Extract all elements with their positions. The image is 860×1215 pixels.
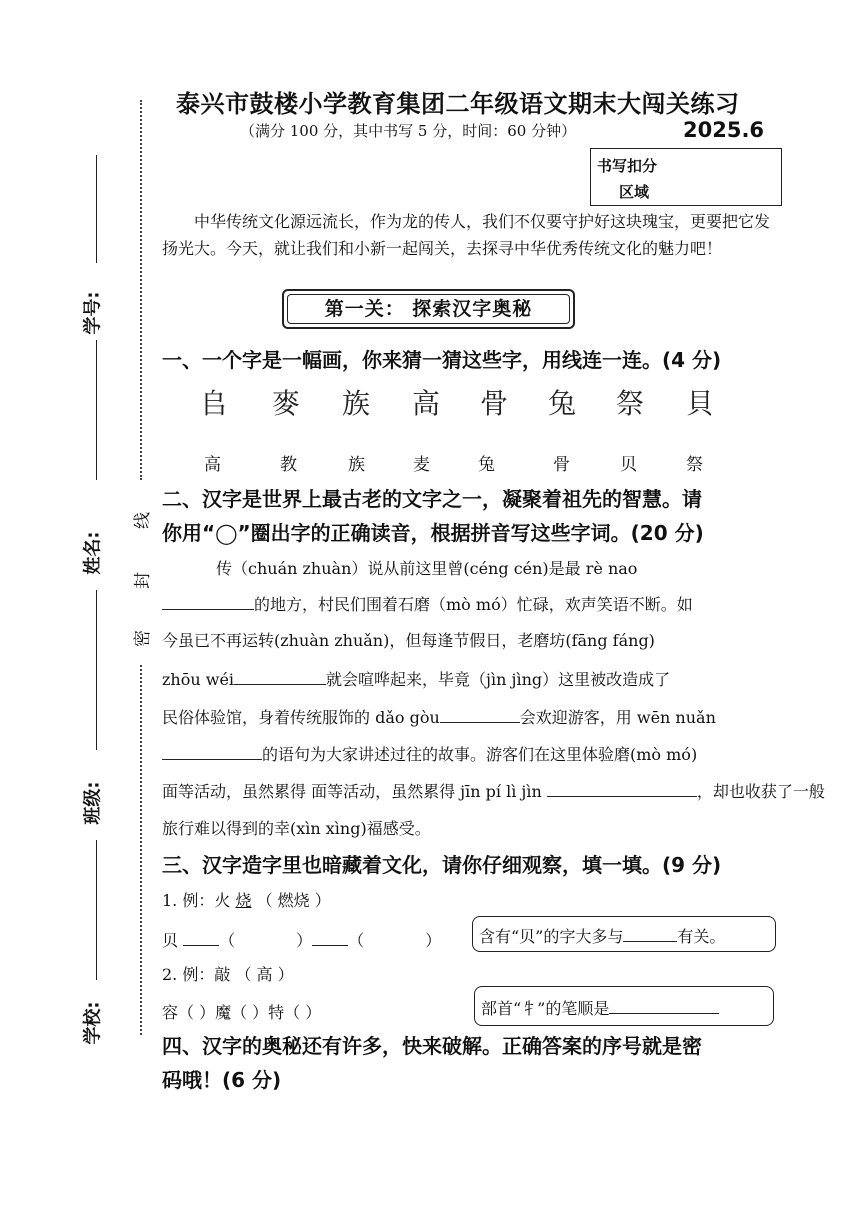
q2-line-3: 今虽已不再运转(zhuàn zhuǎn)，但每逢节假日，老磨坊(fāng fáng) — [162, 631, 655, 650]
answer-char-4: 麦 — [413, 455, 430, 475]
seal-dotted-line-bottom — [140, 665, 142, 1035]
answer-char-6: 骨 — [553, 455, 570, 475]
exam-date: 2025.6 — [683, 118, 765, 142]
hint-box-shell: 含有“贝”的字大多与 有关。 — [472, 916, 776, 952]
class-label: 班级: — [82, 781, 104, 825]
margin-line-2 — [96, 340, 97, 480]
section-banner — [282, 289, 575, 329]
q3-row-2: 容（ ）魔（ ）特（ ） — [162, 1003, 322, 1022]
margin-line-4 — [96, 840, 97, 980]
school-label: 学校: — [82, 1001, 104, 1045]
pictograph-5: 骨 — [480, 387, 509, 420]
deduction-label: 书写扣分 — [597, 157, 658, 175]
seal-char-seal: 封 — [133, 572, 153, 589]
question-2-title-line2: 你用“◯”圈出字的正确读音，根据拼音写这些字词。(20 分) — [162, 521, 704, 545]
pictograph-7: 祭 — [616, 387, 645, 420]
answer-blank[interactable] — [183, 929, 219, 946]
question-3-title: 三、汉字造字里也暗藏着文化，请你仔细观察，填一填。(9 分) — [162, 853, 722, 877]
margin-line-top — [96, 155, 97, 263]
section-banner-text: 第一关： 探索汉字奥秘 — [324, 298, 533, 320]
handwriting-deduction-box — [590, 148, 782, 206]
intro-paragraph: 中华传统文化源远流长，作为龙的传人，我们不仅要守护好这块瑰宝，更要把它发扬光大。今天，就让我们和小新一起闯关，去探寻中华优秀传统文化的魅力吧！ — [162, 212, 771, 258]
answer-blank[interactable] — [162, 593, 254, 610]
answer-blank[interactable] — [312, 929, 348, 946]
answer-char-3: 族 — [348, 455, 365, 475]
q3-example-2: 2. 例：敲 （ 高 ） — [162, 965, 294, 984]
q2-line-2: 的地方，村民们围着石磨（mò mó）忙碌，欢声笑语不断。如 — [162, 592, 693, 615]
answer-blank[interactable] — [162, 743, 262, 760]
answer-char-8: 祭 — [686, 455, 703, 475]
page-title: 泰兴市鼓楼小学教育集团二年级语文期末大闯关练习 — [176, 90, 740, 118]
answer-blank[interactable] — [609, 997, 719, 1014]
question-1-title: 一、一个字是一幅画，你来猜一猜这些字，用线连一连。(4 分) — [162, 348, 722, 372]
q2-line-5: 民俗体验馆，身着传统服饰的 dǎo gòu 会欢迎游客，用 wēn nuǎn — [162, 708, 716, 727]
seal-char-line: 线 — [133, 512, 153, 529]
answer-char-2: 教 — [280, 455, 297, 475]
seal-dotted-line-top — [140, 100, 142, 480]
pictograph-1: 𠂤 — [200, 387, 229, 420]
pictograph-2: 麥 — [272, 387, 301, 420]
pictograph-4: 高 — [412, 387, 441, 420]
answer-blank[interactable] — [547, 780, 697, 797]
q2-line-1: 传（chuán zhuàn）说从前这里曾(céng cén)是最 rè nao — [216, 559, 638, 578]
q2-line-8: 旅行难以得到的幸(xìn xìng)福感受。 — [162, 819, 431, 838]
exam-info: （满分 100 分，其中书写 5 分，时间：60 分钟） — [240, 122, 577, 140]
answer-char-7: 贝 — [620, 455, 637, 475]
student-no-label: 学号: — [82, 291, 104, 335]
answer-char-1: 高 — [204, 455, 221, 475]
question-2-title-line1: 二、汉字是世界上最古老的文字之一，凝聚着祖先的智慧。请 — [162, 487, 702, 511]
deduction-area-label: 区域 — [619, 183, 650, 201]
name-label: 姓名: — [82, 531, 104, 575]
margin-line-3 — [96, 590, 97, 750]
q3-row-1: 贝 （ ） （ ） — [162, 931, 442, 950]
answer-blank[interactable] — [440, 706, 520, 723]
q2-line-4: zhōu wéi 就会喧哗起来，毕竟（jìn jìng）这里被改造成了 — [162, 670, 671, 689]
stroke-order-box: 部首“牜”的笔顺是 — [474, 986, 774, 1026]
answer-blank[interactable] — [234, 668, 326, 685]
answer-char-5: 兔 — [478, 455, 495, 475]
q3-example-1: 1. 例：火 烧 （ 燃烧 ） — [162, 891, 331, 910]
question-4-title-line1: 四、汉字的奥秘还有许多，快来破解。正确答案的序号就是密 — [162, 1034, 702, 1058]
pictograph-6: 兔 — [548, 387, 577, 420]
answer-blank[interactable] — [623, 925, 677, 942]
seal-char-close: 密 — [133, 630, 153, 647]
q2-line-7: 面等活动，虽然累得 面等活动，虽然累得 jīn pí lì jìn ，却也收获了一般 — [162, 782, 825, 801]
pictograph-8: 貝 — [686, 387, 715, 420]
q2-line-6: 的语句为大家讲述过往的故事。游客们在这里体验磨(mò mó) — [162, 742, 697, 765]
question-4-title-line2: 码哦！(6 分) — [162, 1068, 282, 1092]
pictograph-3: 族 — [342, 387, 371, 420]
